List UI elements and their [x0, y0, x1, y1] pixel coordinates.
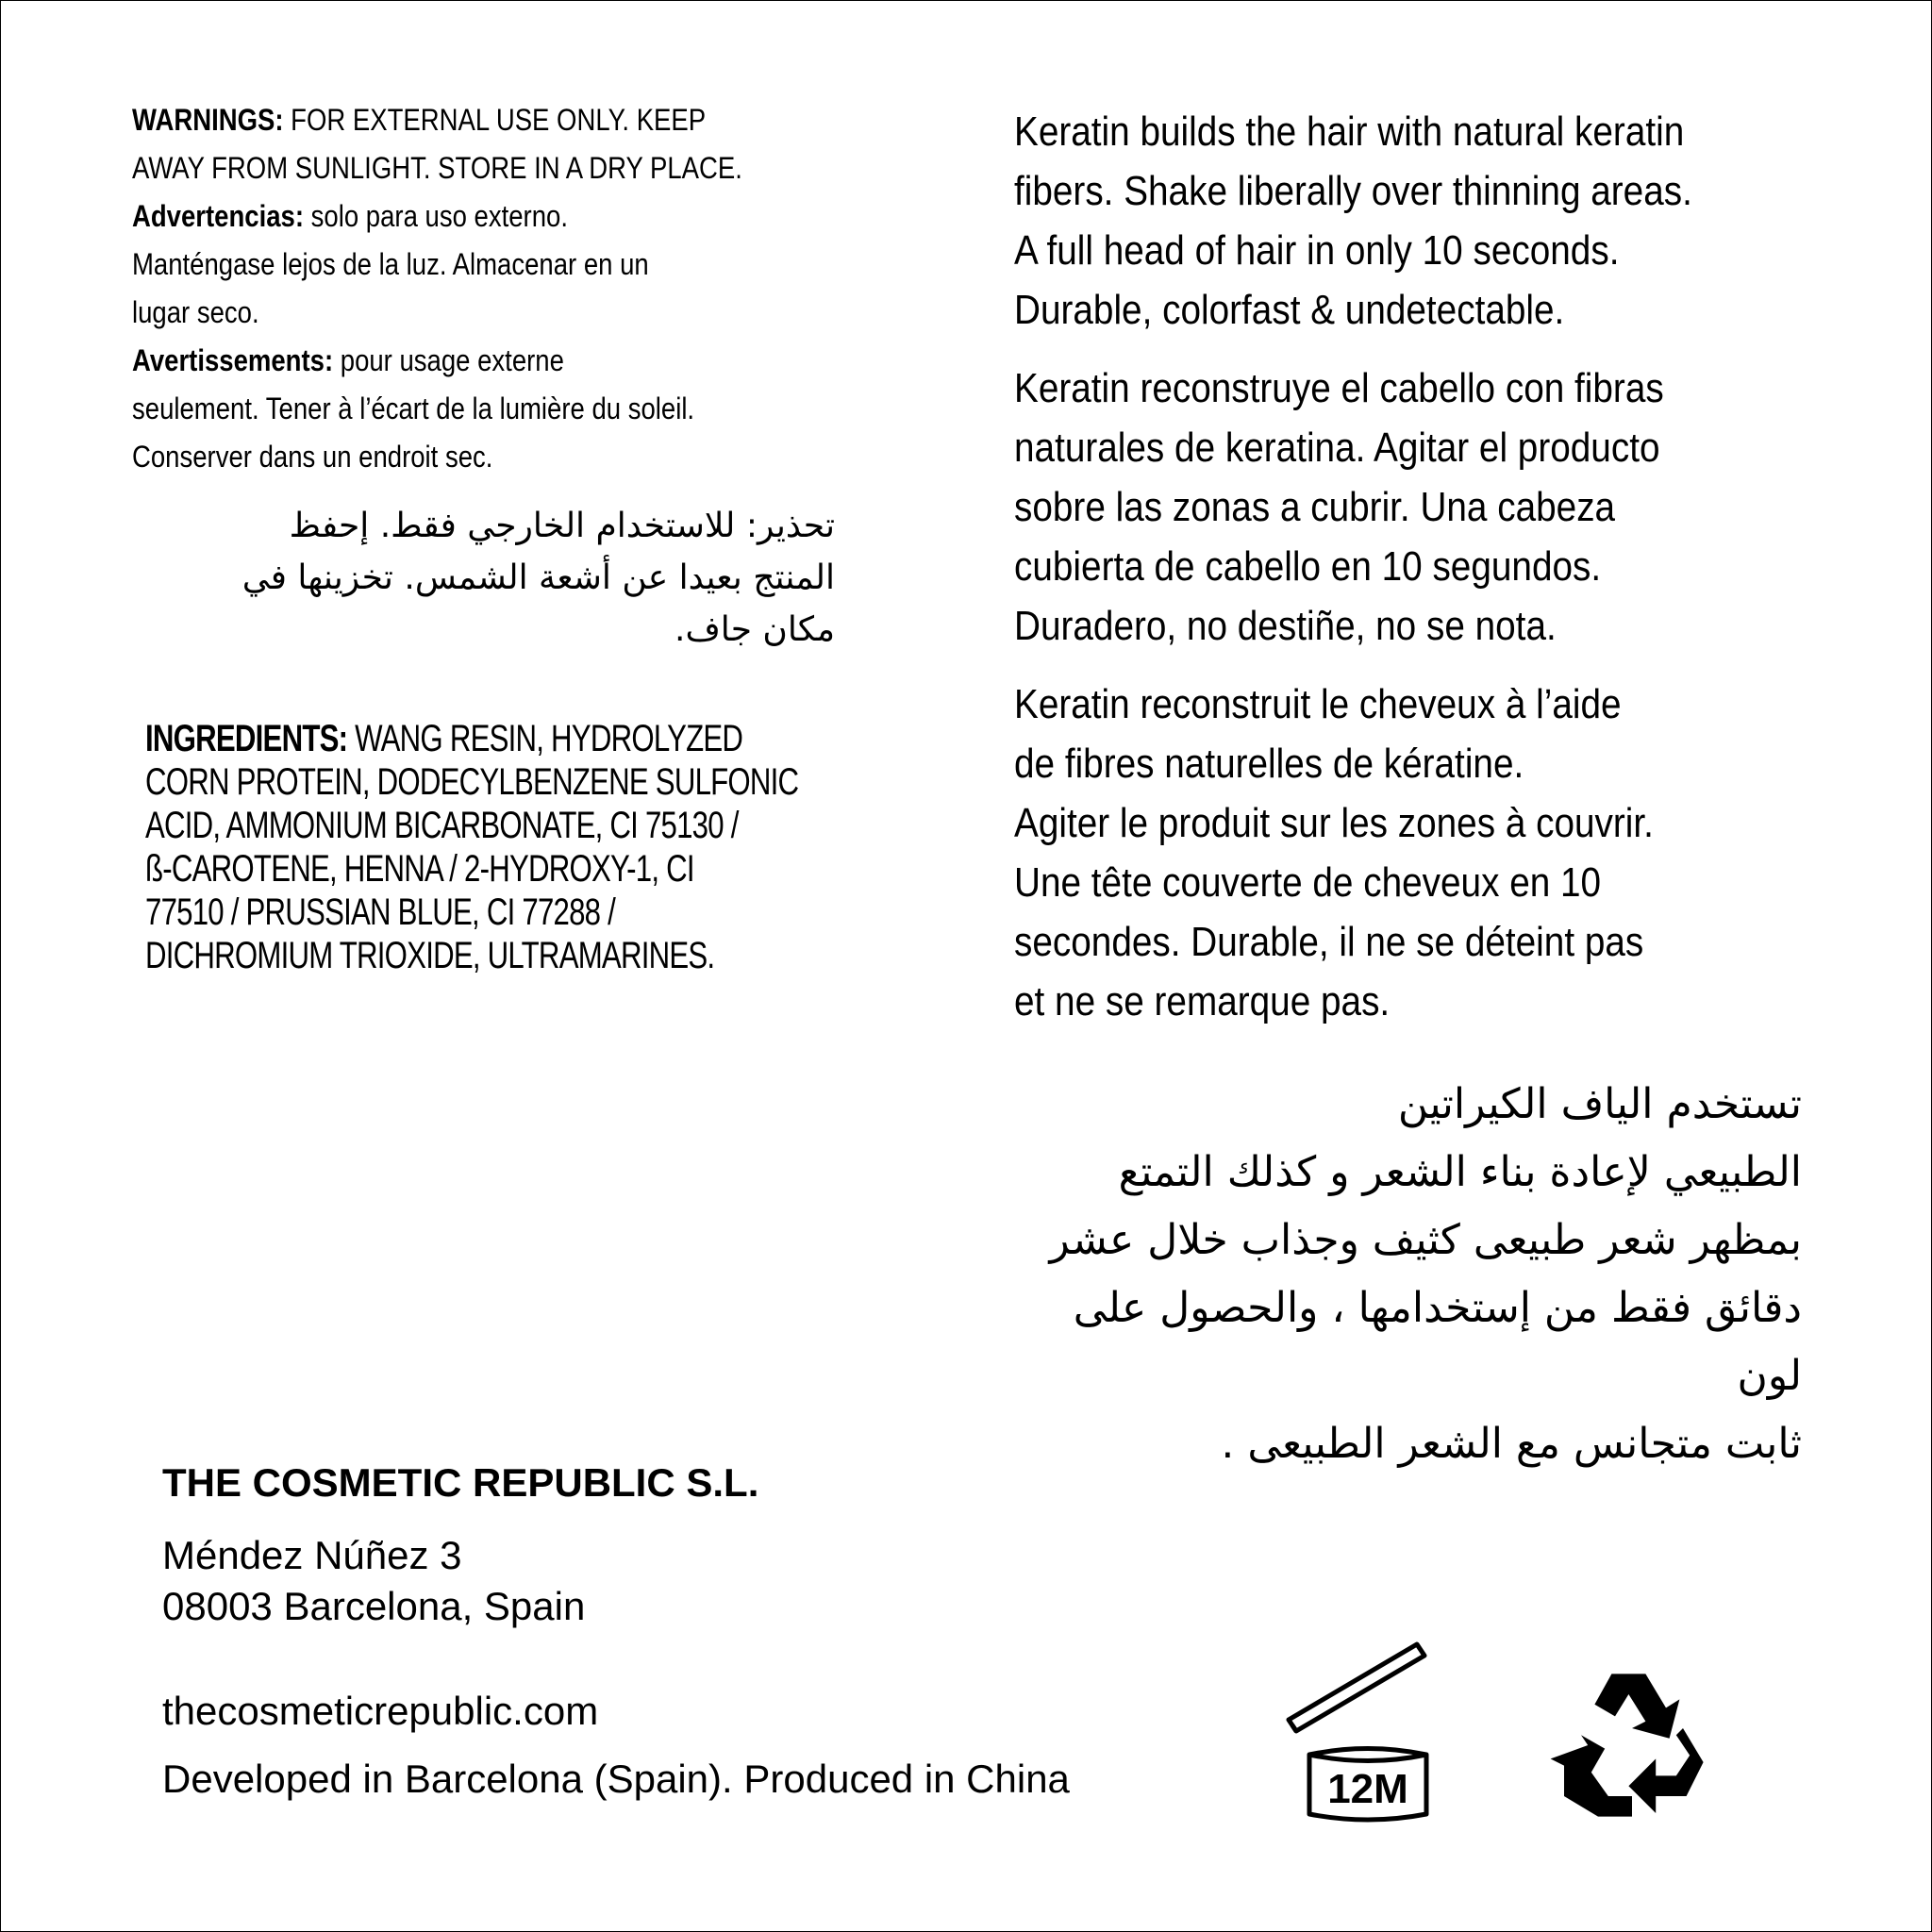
- warnings-text: FOR EXTERNAL USE ONLY. KEEP: [283, 103, 707, 137]
- description-english: [1014, 102, 1836, 340]
- description-line: Keratin reconstruit le cheveux à l’aide: [1014, 681, 1622, 727]
- description-line: Une tête couverte de cheveux en 10: [1014, 859, 1602, 906]
- ingredients-label: INGREDIENTS:: [145, 718, 348, 759]
- ingredients-text: ACID, AMMONIUM BICARBONATE, CI 75130 /: [145, 805, 739, 846]
- advertencias-text: solo para uso externo.: [304, 199, 568, 233]
- description-line: Durable, colorfast & undetectable.: [1014, 287, 1565, 333]
- product-description: [1014, 102, 1836, 1050]
- arabic-description-line: دقائق فقط من إستخدامها ، والحصول على لون: [1073, 1284, 1802, 1400]
- description-line: cubierta de cabello en 10 segundos.: [1014, 543, 1602, 590]
- arabic-warnings: [132, 500, 835, 656]
- warnings-text: AWAY FROM SUNLIGHT. STORE IN A DRY PLACE.: [132, 151, 742, 185]
- description-arabic: [1000, 1071, 1802, 1478]
- advertencias-text: lugar seco.: [132, 295, 259, 329]
- pao-label: 12M: [1327, 1766, 1408, 1812]
- description-line: naturales de keratina. Agitar el producto: [1014, 425, 1660, 471]
- arabic-description-line: بمظهر شعر طبيعى كثيف وجذاب خلال عشر: [1049, 1216, 1802, 1264]
- description-line: secondes. Durable, il ne se déteint pas: [1014, 919, 1644, 965]
- description-line: Keratin builds the hair with natural keratin: [1014, 108, 1685, 155]
- description-line: de fibres naturelles de kératine.: [1014, 741, 1524, 787]
- description-line: Keratin reconstruye el cabello con fibras: [1014, 365, 1664, 411]
- description-line: Duradero, no destiñe, no se nota.: [1014, 603, 1557, 649]
- warnings-block: [132, 96, 854, 481]
- warnings-label: WARNINGS:: [132, 103, 284, 137]
- description-line: fibers. Shake liberally over thinning areas.: [1014, 168, 1692, 214]
- description-french: [1014, 675, 1836, 1031]
- arabic-warning-line: مكان جاف.: [675, 610, 835, 649]
- description-line: Agiter le produit sur les zones à couvrir.: [1014, 800, 1654, 846]
- avertissements-text: pour usage externe: [333, 343, 564, 377]
- description-spanish: [1014, 358, 1836, 656]
- description-line: sobre las zonas a cubrir. Una cabeza: [1014, 484, 1616, 530]
- arabic-description-line: ثابت متجانس مع الشعر الطبيعى .: [1221, 1420, 1802, 1468]
- arabic-warning-line: تحذير: للاستخدام الخارجي فقط. إحفظ: [289, 507, 835, 545]
- origin-statement: Developed in Barcelona (Spain). Produced in China: [162, 1757, 1070, 1801]
- advertencias-label: Advertencias:: [132, 199, 305, 233]
- company-name: THE COSMETIC REPUBLIC S.L.: [162, 1460, 759, 1505]
- ingredients-text: 77510 / PRUSSIAN BLUE, CI 77288 /: [145, 891, 616, 933]
- ingredients-text: DICHROMIUM TRIOXIDE, ULTRAMARINES.: [145, 935, 715, 976]
- ingredients-block: [145, 717, 889, 977]
- address-line: Méndez Núñez 3: [162, 1533, 462, 1577]
- avertissements-text: Conserver dans un endroit sec.: [132, 440, 493, 474]
- arabic-description-line: تستخدم الياف الكيراتين: [1397, 1080, 1802, 1128]
- arabic-warning-line: المنتج بعيدا عن أشعة الشمس. تخزينها في: [242, 558, 835, 597]
- ingredients-text: CORN PROTEIN, DODECYLBENZENE SULFONIC: [145, 761, 799, 803]
- address-line: 08003 Barcelona, Spain: [162, 1584, 586, 1628]
- recycle-icon: [1542, 1660, 1722, 1830]
- ingredients-text: WANG RESIN, HYDROLYZED: [347, 718, 743, 759]
- company-address: [162, 1530, 585, 1632]
- company-website: thecosmeticrepublic.com: [162, 1689, 599, 1733]
- period-after-opening-icon: [1283, 1637, 1453, 1825]
- description-line: A full head of hair in only 10 seconds.: [1014, 227, 1620, 274]
- arabic-description-line: الطبيعي لإعادة بناء الشعر و كذلك التمتع: [1118, 1148, 1802, 1196]
- ingredients-text: ß-CAROTENE, HENNA / 2-HYDROXY-1, CI: [145, 848, 694, 890]
- avertissements-label: Avertissements:: [132, 343, 334, 377]
- avertissements-text: seulement. Tener à l’écart de la lumière du soleil.: [132, 391, 695, 425]
- description-line: et ne se remarque pas.: [1014, 978, 1391, 1024]
- advertencias-text: Manténgase lejos de la luz. Almacenar en un: [132, 247, 649, 281]
